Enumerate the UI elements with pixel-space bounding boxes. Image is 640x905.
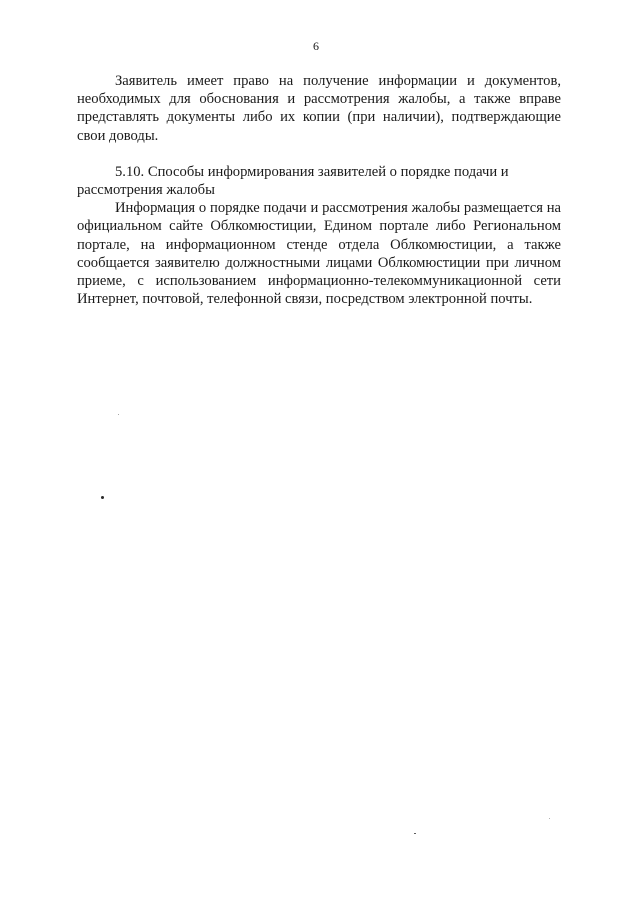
paragraph-information-methods: Информация о порядке подачи и рассмотрения жалобы размещается на официальном сайте Облкомюстиции, Едином портале либо Региональном портале, на информационном стенде отдела Облкомюстиции, а также сообщается заявителю должностными лицами Облкомюстиции при личном приеме, с использованием информационно-телекоммуникационной сети Интернет, почтовой, телефонной связи, посредством электронной почты. [77,200,561,308]
scan-speck [101,496,104,499]
scan-speck [118,414,119,415]
scan-speck [549,818,550,819]
paragraph-applicant-rights: Заявитель имеет право на получение информации и документов, необходимых для обоснования и рассмотрения жалобы, а также вправе представлять документы либо их копии (при наличии), подтверждающие свои доводы. [77,73,561,144]
document-body [77,72,561,308]
section-heading-5-10: 5.10. Способы информирования заявителей о порядке подачи и рассмотрения жалобы [77,163,509,199]
scan-speck [414,833,416,834]
page-number: 6 [313,39,319,53]
